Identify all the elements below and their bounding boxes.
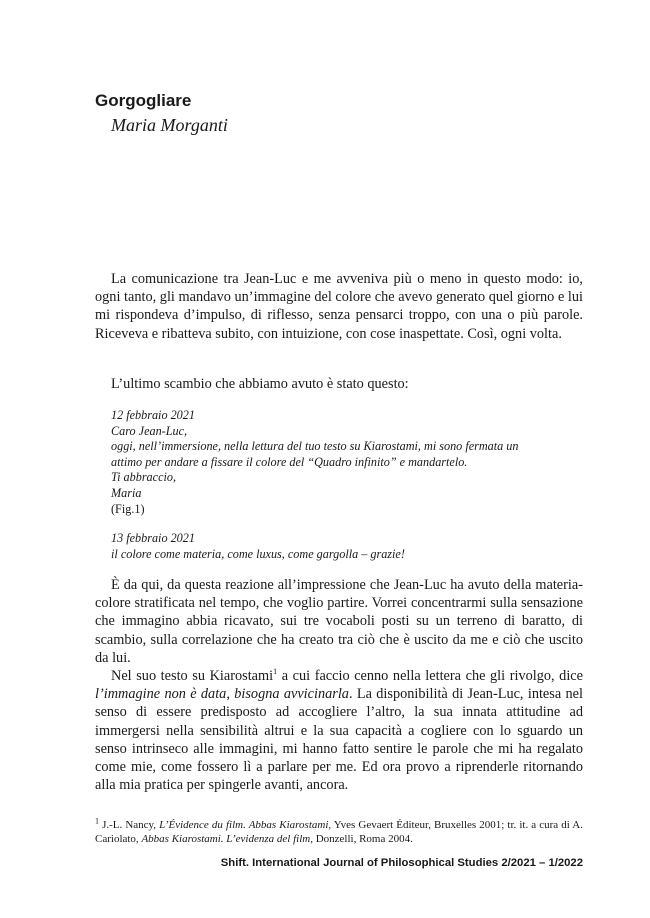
text-run: a cui faccio cenno nella lettera che gli rivolgo, dice [277,668,583,685]
footnote-number: 1 [95,816,99,826]
text-run: Yves Gevaert Éditeur, Bruxelles 2001; tr. it. a cura di A. Cariolato, [95,819,583,845]
journal-footer: Shift. International Journal of Philosophical Studies 2/2021 – 1/2022 [220,857,583,869]
intro-paragraph [95,270,583,343]
figure-reference: (Fig.1) [111,501,145,516]
text-run: Nel suo testo su Kiarostami [111,668,274,685]
letter-line: oggi, nell’immersione, nella lettura del tuo testo su Kiarostami, mi sono fermata un [111,439,519,454]
last-exchange-text: L’ultimo scambio che abbiamo avuto è stato questo: [111,376,409,392]
text-run: J.-L. Nancy, [99,819,160,831]
intro-text: La comunicazione tra Jean-Luc e me avveniva più o meno in questo modo: io, ogni tanto, gli mandavo un’immagine del colore che avevo generato quel giorno e lui mi rispondeva d’impulso, di riflesso, senza pensarci troppo, con una o più parole. Riceveva e ribatteva subito, con intuizione, con cose inaspettate. Così, ogni volta. [95,271,583,342]
footnote-ref: 1 [273,667,278,677]
main-text [95,576,583,794]
article-author: Maria Morganti [111,115,228,135]
book-title: L’Évidence du film. Abbas Kiarostami, [159,819,332,831]
footnote [95,818,583,846]
letter-closing: Ti abbraccio, [111,470,177,485]
letter-text: il colore come materia, come luxus, come gargolla – grazie! [111,546,405,561]
article-title: Gorgogliare [95,91,192,110]
quote: l’immagine non è data, bisogna avvicinarla [95,686,349,703]
letter-signature: Maria [111,485,142,500]
text-run: , Donzelli, Roma 2004. [310,833,413,845]
letter-date: 12 febbraio 2021 [111,408,195,422]
paragraph [95,667,583,794]
last-exchange-paragraph [95,375,583,393]
paragraph: È da qui, da questa reazione all’impressione che Jean-Luc ha avuto della materia-colore stratificata nel tempo, che voglio partire. Vorrei concentrarmi sulla sensazione che immagino abbia ricavato, sui tre vocaboli posti su un terreno di baratto, di scambio, sulla correlazione che ha creato tra ciò che è uscito da me e ciò che uscito da lui. [95,577,583,666]
letter-date: 13 febbraio 2021 [111,531,195,545]
letter-line: attimo per andare a fissare il colore del “Quadro infinito” e mandartelo. [111,454,468,469]
book-title: Abbas Kiarostami. L’evidenza del film [141,833,311,845]
letter-salutation: Caro Jean-Luc, [111,423,188,438]
letter-first [111,408,583,517]
text-run: . La disponibilità di Jean-Luc, intesa nel senso di essere predisposto ad accogliere l’altro, la sua innata attitudine ad immergersi nella sensibilità altrui e la sua capacità a cogliere con lo sguardo un senso intrinseco alle immagini, mi hanno fatto sentire le parole che mi ha regalato come mie, come fossero lì a parlare per me. Ed ora provo a riprenderle ritornando alla mia pratica per spingerle avanti, ancora. [95,686,583,794]
letter-second [111,531,583,562]
